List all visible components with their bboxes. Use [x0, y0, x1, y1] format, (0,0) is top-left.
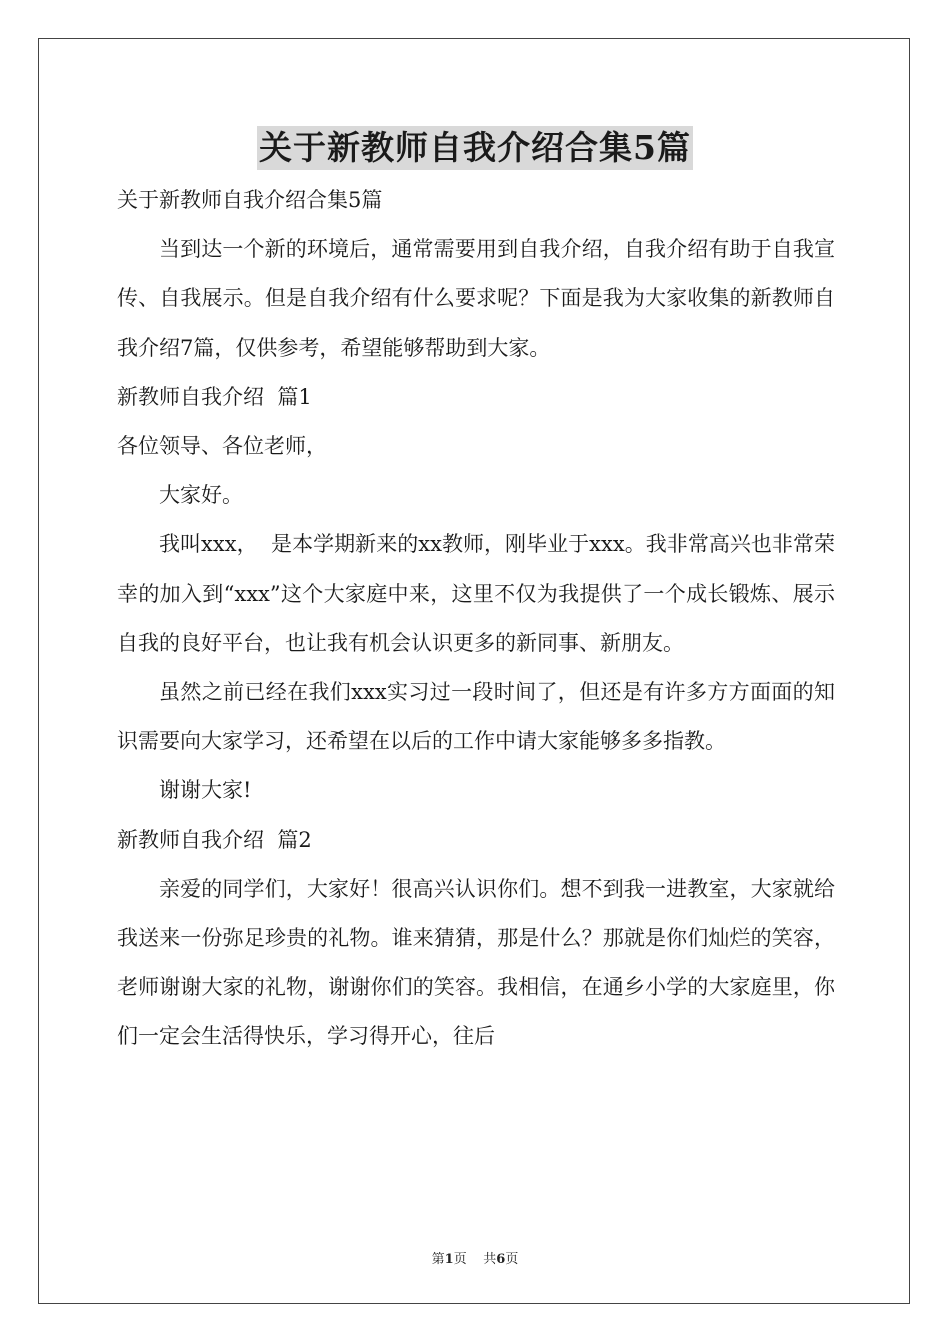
salutation: 各位领导、各位老师，	[117, 434, 327, 459]
section-heading-1: 新教师自我介绍 篇1	[117, 384, 312, 409]
section1-closing: 谢谢大家!	[159, 778, 252, 803]
section2-paragraph-1: 亲爱的同学们，大家好！很高兴认识你们。想不到我一进教室，大家就给我送来一份弥足珍贵的礼物。谁来猜猜，那是什么？那就是你们灿烂的笑容，老师谢谢大家的礼物，谢谢你们的笑容。我相信，在通乡小学的大家庭里，你们一定会生活得快乐，学习得开心，往后	[117, 876, 835, 1049]
total-label-prefix: 共	[483, 1252, 497, 1267]
greeting: 大家好。	[159, 483, 243, 508]
subtitle-line: 关于新教师自我介绍合集5篇	[117, 188, 383, 212]
intro-paragraph: 当到达一个新的环境后，通常需要用到自我介绍，自我介绍有助于自我宣传、自我展示。但是自我介绍有什么要求呢？下面是我为大家收集的新教师自我介绍7篇，仅供参考，希望能够帮助到大家。	[117, 237, 835, 360]
total-label-suffix: 页	[505, 1252, 519, 1267]
title-container	[0, 126, 950, 170]
document-body	[117, 176, 835, 1062]
page-total: 6	[496, 1252, 506, 1267]
section1-paragraph-1: 我叫xxx， 是本学期新来的xx教师，刚毕业于xxx。我非常高兴也非常荣幸的加入到“xxx”这个大家庭中来，这里不仅为我提供了一个成长锻炼、展示自我的良好平台，也让我有机会认识更多的新同事、新朋友。	[117, 532, 835, 655]
page-label-suffix: 页	[453, 1252, 467, 1267]
page-footer	[0, 1248, 950, 1267]
document-title: 关于新教师自我介绍合集5篇	[257, 126, 693, 170]
page-label-prefix: 第	[431, 1252, 445, 1267]
page-current: 1	[444, 1252, 454, 1267]
section1-paragraph-2: 虽然之前已经在我们xxx实习过一段时间了，但还是有许多方方面面的知识需要向大家学习，还希望在以后的工作中请大家能够多多指教。	[117, 680, 835, 754]
section-heading-2: 新教师自我介绍 篇2	[117, 827, 312, 852]
